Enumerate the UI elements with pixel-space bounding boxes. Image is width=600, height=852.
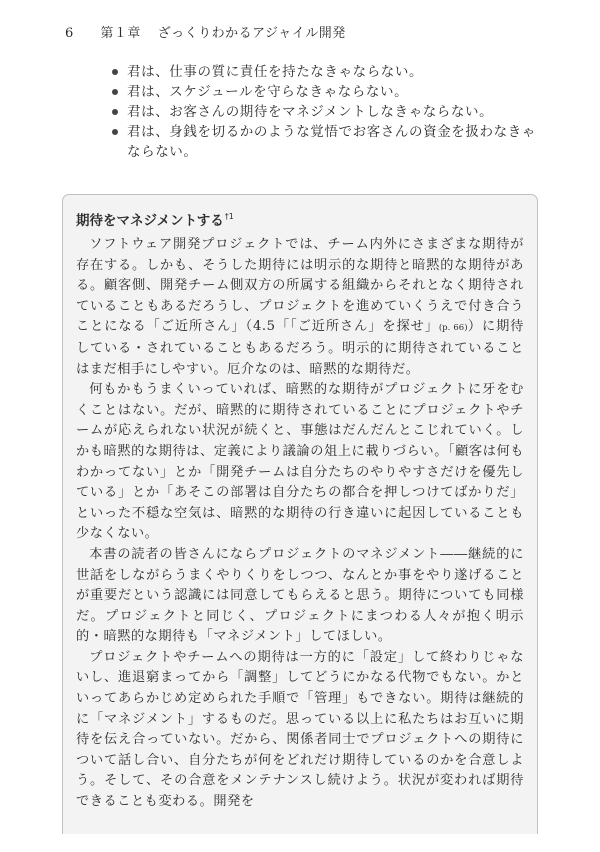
column-title-text: 期待をマネジメントする [76,213,224,229]
running-header [65,22,346,41]
column-paragraph [76,235,524,380]
column-paragraph: 本書の読者の皆さんにならプロジェクトのマネジメント――継続的に世話をしながらうまくやりくりをしつつ、なんとか事をやり遂げることが重要だという認識には同意してもらえると思う。期待についても同様だ。プロジェクトと同じく、プロジェクトにまつわる人々が抱く明示的・暗黙的な期待も「マネジメント」してほしい。 [76,546,524,645]
page-reference: (p. 66) [438,323,468,334]
column-paragraph: プロジェクトやチームへの期待は一方的に「設定」して終わりじゃないし、進退窮まってから「調整」してどうにかなる代物でもない。かといってあらかじめ定められた手順で「管理」もできない。期待は継続的に「マネジメント」するものだ。思っている以上に私たちはお互いに期待を伝え合っていない。だから、関係者同士でプロジェクトへの期待について話し合い、自分たちが何をどれだけ期待しているのかを合意しよう。そして、その合意をメンテナンスし続けよう。状況が変われば期待できることも変わる。開発を [76,649,524,810]
bullet-item: 君は、仕事の質に責任を持たなきゃならない。 [112,62,542,82]
column-paragraph: 何もかもうまくいっていれば、暗黙的な期待がプロジェクトに牙をむくことはない。だが、暗黙的に期待されていることにプロジェクトやチームが応えられない状況が続くと、事態はだんだんとこじれていく。しかも暗黙的な期待は、定義により議論の俎上に載りづらい。「顧客は何もわかってない」とか「開発チームは自分たちのやりやすさだけを優先している」とか「あそこの部署は自分たちの都合を押しつけてばかりだ」といった不穏な空気は、暗黙的な期待の行き違いに起因していることも少なくない。 [76,382,524,542]
paragraph-text: ）に期待している・されていることもあるだろう。明示的に期待されていることはまだ相手にしやすい。厄介なのは、暗黙的な期待だ。 [76,319,525,377]
page-number: 6 [65,26,74,41]
bullet-item: 君は、身銭を切るかのような覚悟でお客さんの資金を扱わなきゃならない。 [112,122,542,162]
bullet-list [112,62,542,162]
column-title [76,205,524,233]
column-box [62,194,538,834]
chapter-number: 第１章 [100,26,141,41]
footnote-marker: †1 [224,212,234,221]
chapter-title: ざっくりわかるアジャイル開発 [157,26,346,41]
bullet-item: 君は、スケジュールを守らなきゃならない。 [112,82,542,102]
bullet-item: 君は、お客さんの期待をマネジメントしなきゃならない。 [112,102,542,122]
paragraph-text: ソフトウェア開発プロジェクトでは、チーム内外にさまざまな期待が存在する。しかも、そうした期待には明示的な期待と暗黙的な期待がある。顧客側、開発チーム側双方の所属する組織からそれとなく期待されていることもあるだろうし、プロジェクトを進めていくうえで付き合うことになる「ご近所さん」（4.5「「ご近所さん」を探せ」 [76,237,524,335]
